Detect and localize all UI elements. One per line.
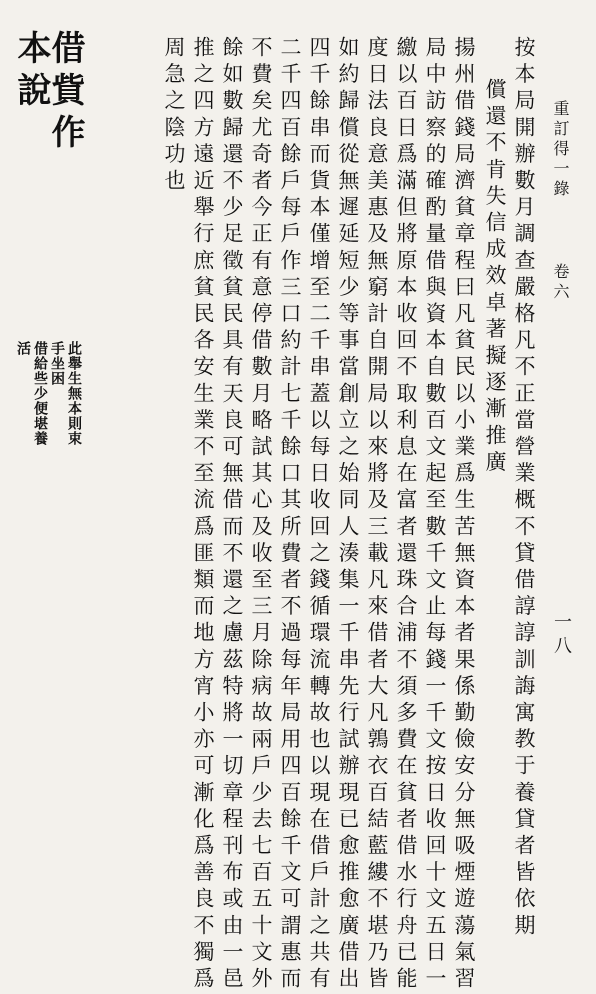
chapter-label: 卷六 xyxy=(551,263,570,304)
book-title: 重訂得一錄 xyxy=(551,100,570,200)
essay-heading xyxy=(11,30,85,450)
body-column-4: 局中訪察的確酌量借與資本自數百文起至數千文止每錢一千文按日收回十文五日一 xyxy=(423,36,447,994)
body-column-10: 不費矣尤奇者今正有意停借數月略試其心及收至三月除病故兩戶少去七百五十文外 xyxy=(249,36,273,994)
body-column-13: 周急之陰功也 xyxy=(162,36,186,196)
body-column-9: 二千四百餘戶每戶作三口約計七千餘口其所費者不過每年局用四百餘千文可謂惠而 xyxy=(278,36,302,994)
subtitle-line: 此舉生無本則束手坐困 xyxy=(49,340,82,446)
essay-title: 借貲作本說 xyxy=(11,30,85,156)
subtitle-line: 借給些少便堪養活 xyxy=(15,340,48,446)
page-number: 一八 xyxy=(551,612,572,660)
body-column-12: 推之四方遠近舉行庶貧民各安生業不至流爲匪類而地方宵小亦可漸化爲善良不獨爲 xyxy=(191,36,215,994)
body-column-7: 如約歸償從無遲延短少等事當創立之始同人湊集一千串先行試辦現已愈推愈廣借出 xyxy=(336,36,360,994)
essay-subtitle xyxy=(14,341,82,450)
body-column-11: 餘如數歸還不少足徵貧民具有天良可無借而不還之慮茲特將一切章程刊布或由一邑 xyxy=(220,36,244,994)
body-column-3: 揚州借錢局濟貧章程曰凡貧民以小業爲生苦無資本者果係勤儉安分無吸煙遊蕩氣習 xyxy=(452,36,476,994)
body-column-8: 四千餘串而貨本僅增至二千串蓋以每日收回之錢循環流轉故也以現在借戶計之共有 xyxy=(307,36,331,994)
body-column-2: 償還不肯失信成效卓著擬逐漸推廣 xyxy=(483,78,507,477)
body-column-5: 繳以百日爲滿但將原本收回不取利息在富者還珠合浦不須多費在貧者借水行舟已能 xyxy=(394,36,418,994)
running-header xyxy=(552,100,568,340)
body-column-1: 按本局開辦數月調查嚴格凡不正當營業概不貸借諄諄訓誨寓教于養貸者皆依期 xyxy=(512,36,536,941)
body-column-6: 度日法良意美惠及無窮計自開局以來將及三載凡來借者大凡鶉衣百結藍縷不堪乃皆 xyxy=(365,36,389,994)
